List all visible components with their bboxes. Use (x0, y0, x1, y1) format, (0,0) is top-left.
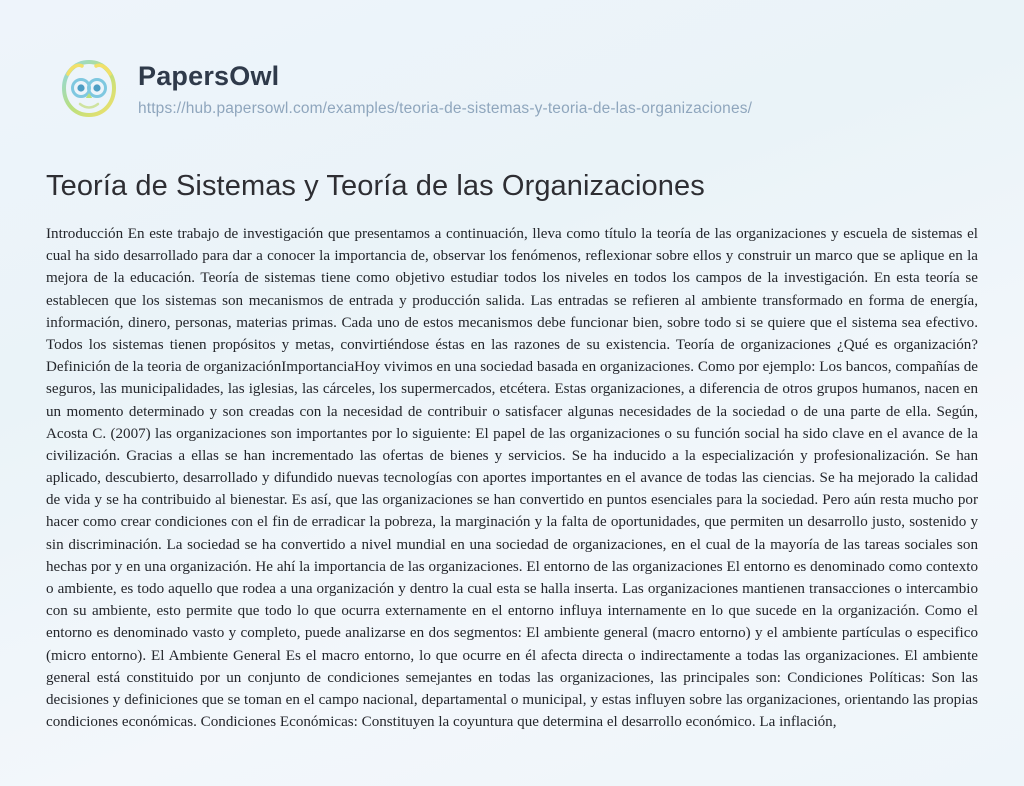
owl-logo-icon (58, 58, 120, 120)
source-url[interactable]: https://hub.papersowl.com/examples/teoria-de-sistemas-y-teoria-de-las-organizaciones/ (138, 99, 753, 117)
document-body-text: Introducción En este trabajo de investigación que presentamos a continuación, lleva como título la teoría de las organizaciones y escuela de sistemas el cual ha sido desarrollado para dar a conocer la importancia de, observar los fenómenos, reflexionar sobre ellos y construir un marco que se aplique en la mejora de la educación. Teoría de sistemas tiene como objetivo estudiar todos los niveles en todos los campos de la investigación. En esta teoría se establecen que los sistemas son mecanismos de entrada y producción salida. Las entradas se refieren al ambiente transformado en forma de energía, información, dinero, personas, materias primas. Cada uno de estos mecanismos debe funcionar bien, sobre todo si se quiere que el sistema sea efectivo. Todos los sistemas tienen propósitos y metas, convirtiéndose éstas en las razones de su existencia. Teoría de organizaciones ¿Qué es organización?Definición de la teoria de organizaciónImportanciaHoy vivimos en una sociedad basada en organizaciones. Como por ejemplo: Los bancos, compañías de seguros, las municipalidades, las iglesias, las cárceles, los supermercados, etcétera. Estas organizaciones, a diferencia de otros grupos humanos, nacen en un momento determinado y son creadas con la necesidad de contribuir o satisfacer algunas necesidades de la sociedad o de una parte de ella. Según, Acosta C. (2007) las organizaciones son importantes por lo siguiente: El papel de las organizaciones o su función social ha sido clave en el avance de la civilización. Gracias a ellas se han incrementado las ofertas de bienes y servicios. Se ha inducido a la especialización y profesionalización. Se han aplicado, descubierto, desarrollado y difundido nuevas tecnologías con aportes importantes en el avance de todas las ciencias. Se ha mejorado la calidad de vida y se ha contribuido al bienestar. Es así, que las organizaciones se han convertido en puntos esenciales para la sociedad. Pero aún resta mucho por hacer como crear condiciones con el fin de erradicar la pobreza, la marginación y la falta de oportunidades, que permiten un desarrollo justo, sostenido y sin discriminación. La sociedad se ha convertido a nivel mundial en una sociedad de organizaciones, en el cual de la mayoría de las tareas sociales son hechas por y en una organización. He ahí la importancia de las organizaciones. El entorno de las organizaciones El entorno es denominado como contexto o ambiente, es todo aquello que rodea a una organización y dentro la cual esta se halla inserta. Las organizaciones mantienen transacciones o intercambio con su ambiente, esto permite que todo lo que ocurra externamente en el entorno influya internamente en lo que sucede en la organización. Como el entorno es denominado vasto y completo, puede analizarse en dos segmentos: El ambiente general (macro entorno) y el ambiente partículas o especifico (micro entorno). El Ambiente General Es el macro entorno, lo que ocurre en él afecta directa o indirectamente a todas las organizaciones. El ambiente general está constituido por un conjunto de condiciones semejantes en todas las organizaciones, las principales son: Condiciones Políticas: Son las decisiones y definiciones que se toman en el campo nacional, departamental o municipal, y estas influyen sobre las organizaciones, orientando las propias condiciones económicas. Condiciones Económicas: Constituyen la coyuntura que determina el desarrollo económico. La inflación, (46, 226, 978, 731)
page-title: Teoría de Sistemas y Teoría de las Organizaciones (46, 170, 705, 202)
brand-name: PapersOwl (138, 61, 280, 91)
brand-text-block (138, 46, 752, 118)
site-header (40, 46, 984, 132)
